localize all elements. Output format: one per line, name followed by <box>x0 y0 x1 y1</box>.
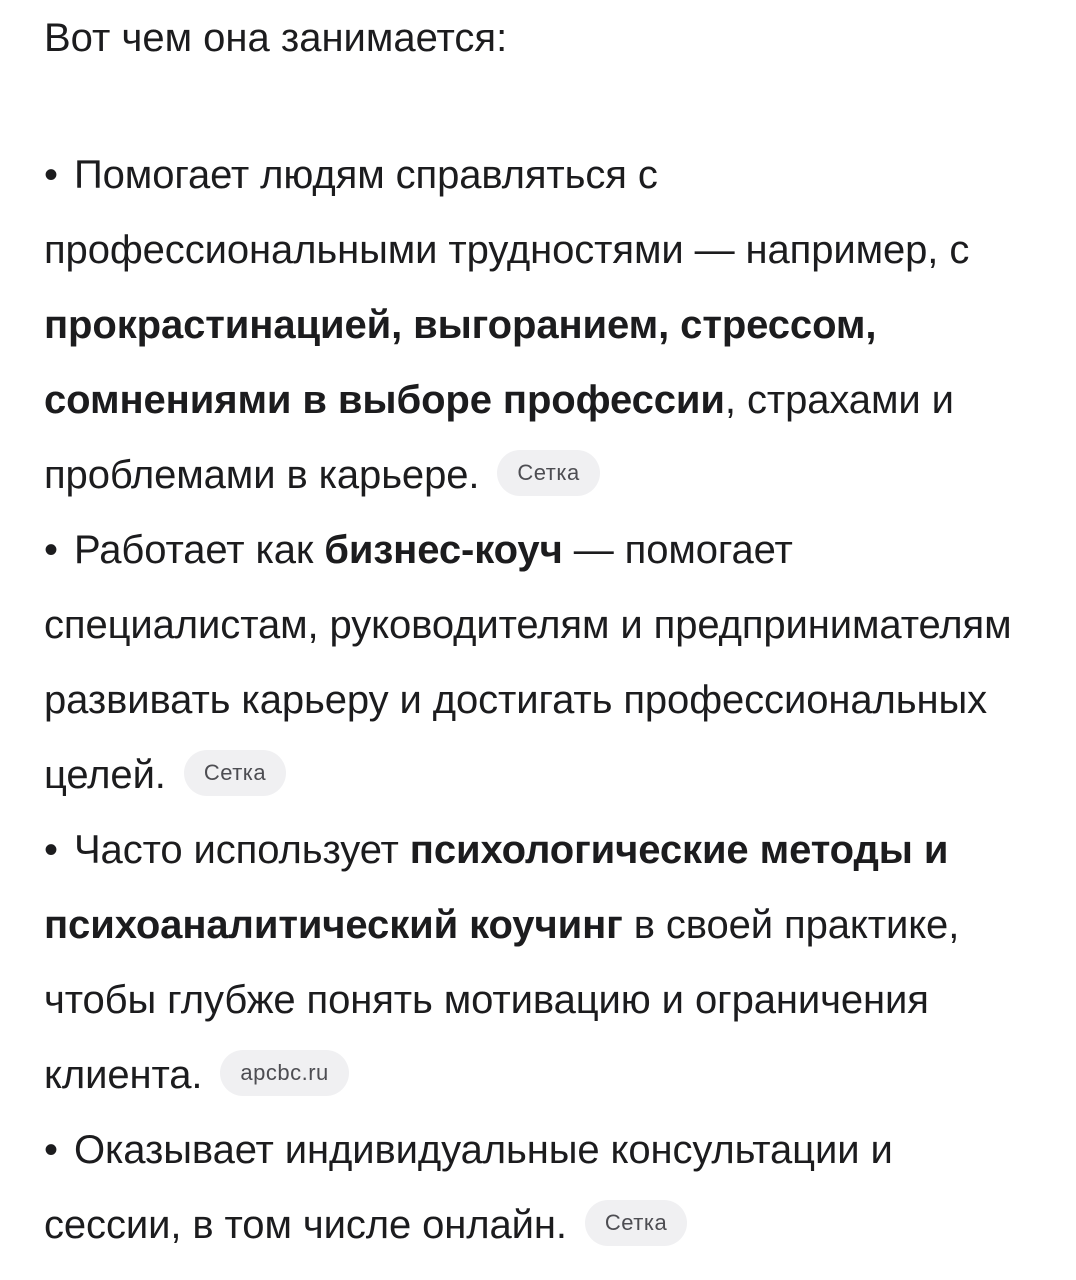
item-text: в своей практике, чтобы глубже понять мотивацию и ограничения клиента. <box>44 903 960 1097</box>
list-item <box>44 513 1036 813</box>
item-bold-text: психологические методы и психоаналитический коучинг <box>44 828 949 947</box>
item-text: Работает как <box>74 528 325 572</box>
item-bold-text: прокрастинацией, выгоранием, стрессом, сомнениями в выборе профессии <box>44 303 877 422</box>
item-text: Оказывает индивидуальные консультации и сессии, в том числе онлайн. <box>44 1128 893 1247</box>
item-text: Помогает людям справляться с профессиональными трудностями — например, с <box>44 153 970 272</box>
source-chip[interactable]: Сетка <box>184 750 286 796</box>
list-item <box>44 813 1036 1113</box>
source-chip[interactable]: Сетка <box>585 1200 687 1246</box>
list-item <box>44 1113 1036 1263</box>
bullet-marker: • <box>44 828 58 872</box>
item-bold-text: бизнес-коуч <box>324 528 563 572</box>
bullet-list <box>44 138 1036 1263</box>
source-chip[interactable]: apcbc.ru <box>220 1050 348 1096</box>
bullet-marker: • <box>44 1128 58 1172</box>
list-item <box>44 138 1036 513</box>
item-text: , страхами и проблемами в карьере. <box>44 378 954 497</box>
source-chip[interactable]: Сетка <box>497 450 599 496</box>
item-text: — помогает специалистам, руководителям и предпринимателям развивать карьеру и достигать профессиональных целей. <box>44 528 1012 797</box>
bullet-marker: • <box>44 528 58 572</box>
bullet-marker: • <box>44 153 58 197</box>
item-text: Часто использует <box>74 828 410 872</box>
intro-text: Вот чем она занимается: <box>44 16 508 60</box>
